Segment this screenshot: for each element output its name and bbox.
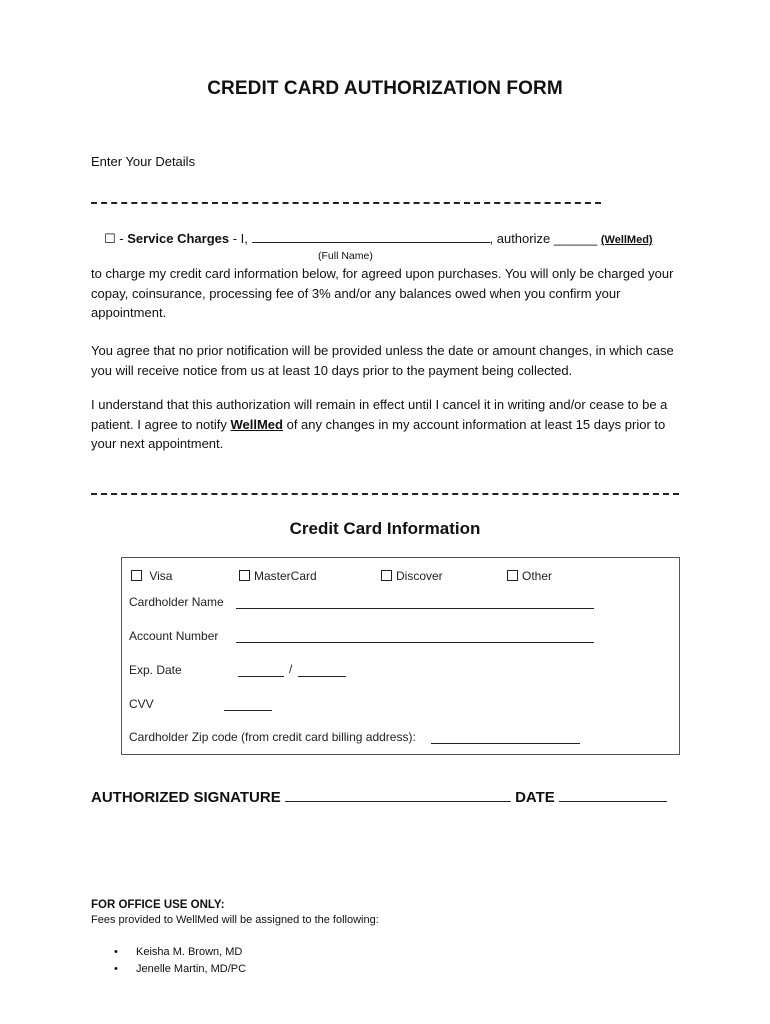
full-name-label: (Full Name)	[318, 250, 373, 262]
cardholder-name-field[interactable]	[236, 595, 594, 609]
exp-year-field[interactable]	[298, 663, 346, 677]
visa-option[interactable]	[131, 569, 172, 583]
credit-card-title: Credit Card Information	[289, 519, 481, 538]
signature-label: AUTHORIZED SIGNATURE	[91, 789, 281, 806]
office-use-title: FOR OFFICE USE ONLY:	[91, 899, 225, 911]
discover-checkbox[interactable]	[381, 570, 392, 581]
cvv-label: CVV	[129, 697, 154, 711]
credit-card-box	[121, 557, 680, 755]
provider-name: Keisha M. Brown, MD	[136, 946, 243, 958]
section-divider	[91, 202, 601, 204]
zip-code-field[interactable]	[431, 730, 580, 744]
discover-label: Discover	[396, 569, 443, 583]
office-use-note: Fees provided to WellMed will be assigned to the following:	[91, 914, 379, 926]
exp-date-label: Exp. Date	[129, 663, 182, 677]
intro-text: Enter Your Details	[91, 154, 196, 169]
other-checkbox[interactable]	[507, 570, 518, 581]
bullet-icon: •	[114, 946, 118, 958]
discover-option[interactable]	[381, 569, 443, 583]
authorization-prefix: -	[115, 231, 128, 246]
authorization-i-text: - I,	[229, 231, 252, 246]
paragraph-authorization-start: I understand that this authorization will remain in effect until I cancel it in writing and/or cease to be a patient. I agree to notify	[91, 397, 668, 432]
exp-separator: /	[289, 662, 293, 676]
date-field[interactable]	[559, 787, 667, 802]
cvv-field[interactable]	[224, 697, 272, 711]
service-charges-label: Service Charges	[127, 231, 230, 246]
paragraph-authorization	[91, 395, 691, 454]
paragraph-authorization-end: of any changes in my account information at least 15 days prior to your next appointment.	[91, 416, 666, 451]
company-name: (WellMed)	[600, 234, 653, 246]
full-name-field[interactable]	[252, 230, 490, 243]
date-label: DATE	[515, 789, 555, 806]
wellmed-link-text: WellMed	[230, 416, 283, 432]
paragraph-charge: to charge my credit card information below, for agreed upon purchases. You will only be charged your copay, coinsurance, processing fee of 3% and/or any balances owed when you confirm your appointment.	[91, 266, 674, 320]
company-blank: ______	[553, 231, 598, 246]
authorization-line	[104, 230, 653, 247]
signature-row	[91, 787, 667, 806]
list-item	[114, 963, 246, 975]
other-label: Other	[522, 569, 553, 583]
account-number-label: Account Number	[129, 629, 219, 643]
cardholder-name-label: Cardholder Name	[129, 595, 224, 609]
signature-field[interactable]	[285, 787, 511, 802]
service-charges-checkbox[interactable]: ☐	[104, 231, 116, 246]
exp-month-field[interactable]	[238, 663, 284, 677]
provider-name: Jenelle Martin, MD/PC	[136, 963, 247, 975]
mastercard-option[interactable]	[239, 569, 317, 583]
zip-code-label: Cardholder Zip code (from credit card billing address):	[129, 730, 416, 744]
other-option[interactable]	[507, 569, 552, 583]
account-number-field[interactable]	[236, 629, 594, 643]
visa-checkbox[interactable]	[131, 570, 142, 581]
visa-label: Visa	[149, 569, 173, 583]
form-title: CREDIT CARD AUTHORIZATION FORM	[207, 78, 563, 99]
paragraph-notice: You agree that no prior notification will be provided unless the date or amount changes, in which case you will receive notice from us at least 10 days prior to the payment being collected.	[91, 343, 674, 378]
authorize-text: , authorize	[489, 231, 554, 246]
section-divider-2	[91, 493, 679, 495]
mastercard-checkbox[interactable]	[239, 570, 250, 581]
bullet-icon: •	[114, 963, 118, 975]
mastercard-label: MasterCard	[254, 569, 317, 583]
list-item	[114, 946, 242, 958]
